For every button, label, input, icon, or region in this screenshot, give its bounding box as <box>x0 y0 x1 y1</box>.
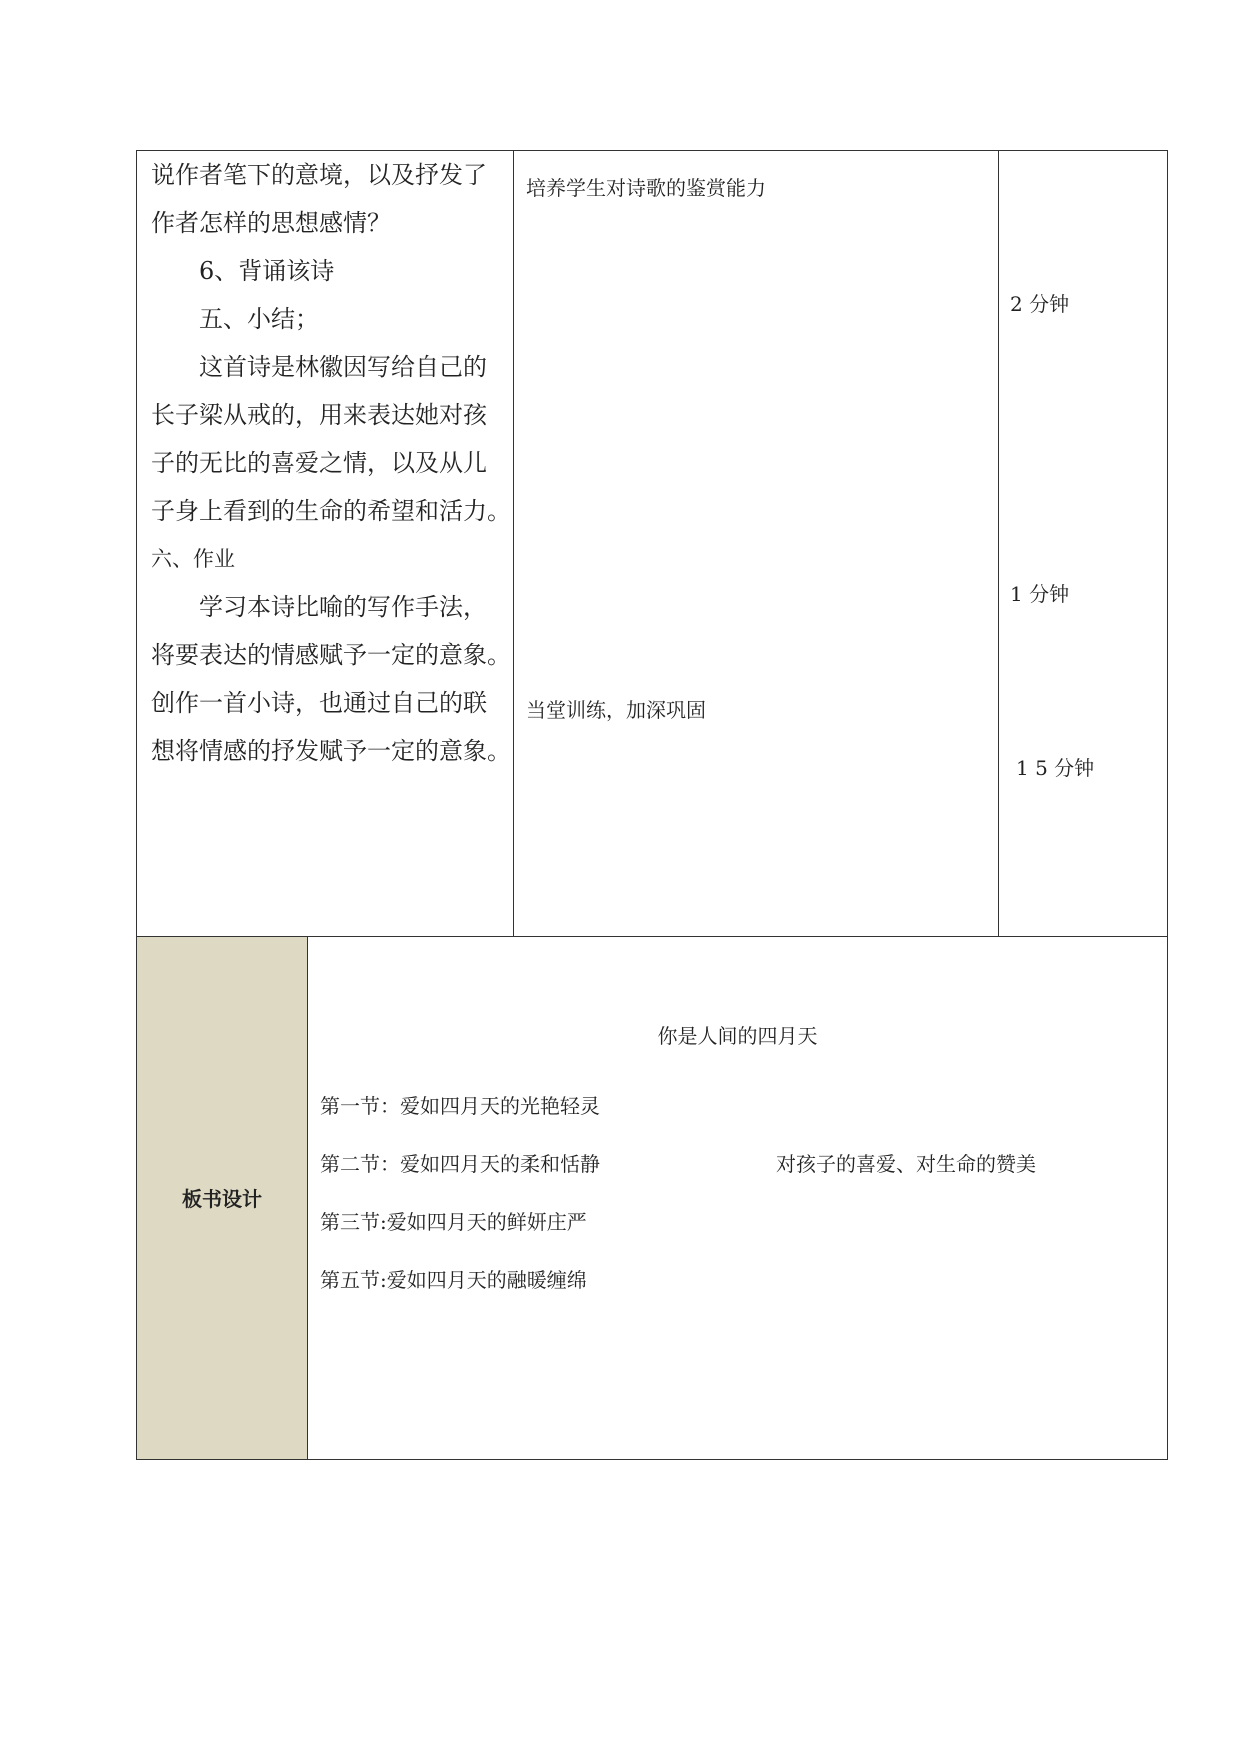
board-section-line: 第五节:爱如四月天的融暖缠绵 <box>320 1268 587 1292</box>
procedure-line: 作者怎样的思想感情？ <box>151 209 391 237</box>
procedure-line: 这首诗是林徽因写给自己的 <box>151 353 487 381</box>
procedure-line: 长子梁从戒的，用来表达她对孩 <box>151 401 487 429</box>
table-border-bottom <box>136 1459 1168 1460</box>
procedure-line: 想将情感的抒发赋予一定的意象。 <box>151 737 511 765</box>
design-intent-text: 培养学生对诗歌的鉴赏能力 <box>526 176 766 200</box>
procedure-line: 6、背诵该诗 <box>151 257 335 285</box>
board-section-line: 第二节：爱如四月天的柔和恬静 <box>320 1152 600 1176</box>
procedure-line: 将要表达的情感赋予一定的意象。 <box>151 641 511 669</box>
table-border-right <box>1167 150 1168 1460</box>
procedure-line: 五、小结； <box>151 305 319 333</box>
board-column-divider <box>307 936 308 1460</box>
design-intent-text: 当堂训练，加深巩固 <box>526 698 706 722</box>
board-design-label: 板书设计 <box>182 1187 262 1211</box>
board-section-line: 第一节：爱如四月天的光艳轻灵 <box>320 1094 600 1118</box>
procedure-line: 说作者笔下的意境，以及抒发了 <box>151 161 487 189</box>
lesson-plan-table <box>136 150 1168 1460</box>
procedure-line: 子的无比的喜爱之情，以及从儿 <box>151 449 487 477</box>
time-allocation-cell <box>999 151 1167 936</box>
time-text: 1 5 分钟 <box>1016 756 1095 780</box>
time-text: 2 分钟 <box>1010 292 1070 316</box>
time-text: 1 分钟 <box>1010 582 1070 606</box>
procedure-line: 子身上看到的生命的希望和活力。 <box>151 497 511 525</box>
board-design-label-cell <box>137 937 307 1459</box>
procedure-line: 六、作业 <box>151 547 235 571</box>
design-intent-cell <box>514 151 998 936</box>
board-title: 你是人间的四月天 <box>657 1024 818 1048</box>
teaching-procedure-cell <box>137 151 513 936</box>
procedure-line: 学习本诗比喻的写作手法， <box>151 593 487 621</box>
board-theme: 对孩子的喜爱、对生命的赞美 <box>776 1152 1036 1176</box>
procedure-line: 创作一首小诗，也通过自己的联 <box>151 689 487 717</box>
board-section-line: 第三节:爱如四月天的鲜妍庄严 <box>320 1210 587 1234</box>
